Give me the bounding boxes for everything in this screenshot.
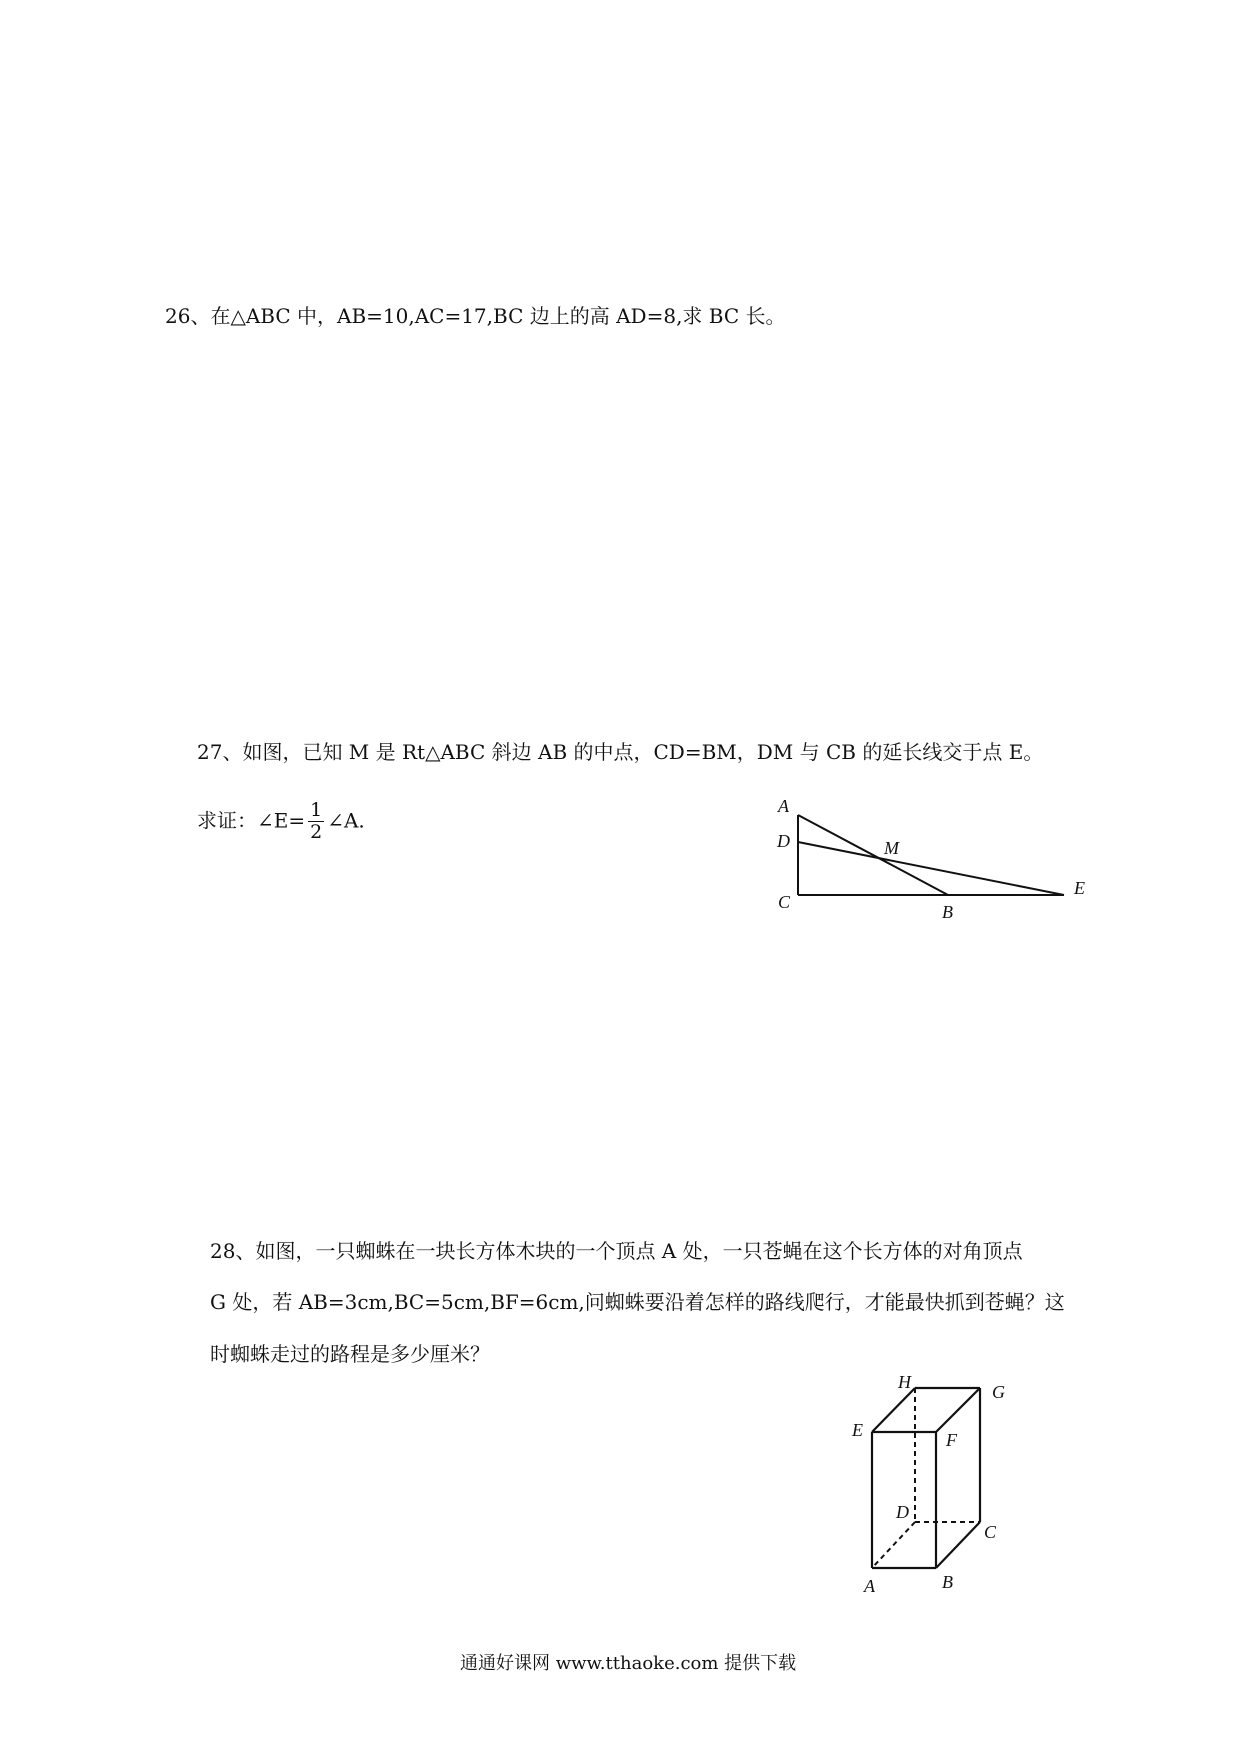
question-28-text-3: 时蜘蛛走过的路程是多少厘米？ — [210, 1342, 490, 1366]
fraction-denominator: 2 — [310, 820, 323, 843]
label-M: M — [884, 838, 899, 858]
label-G: G — [992, 1382, 1005, 1402]
prove-prefix: 求证：∠E= — [197, 808, 306, 833]
question-26: 26、在△ABC 中，AB=10,AC=17,BC 边上的高 AD=8,求 BC 长。 — [165, 304, 786, 328]
edge-CB — [936, 1522, 980, 1568]
question-27-text: 27、如图，已知 M 是 Rt△ABC 斜边 AB 的中点，CD=BM，DM 与 CB 的延长线交于点 E。 — [197, 740, 1044, 764]
fraction-numerator: 1 — [310, 799, 323, 821]
fraction-one-half — [308, 800, 324, 844]
segment-AB — [798, 815, 948, 895]
question-28-text-2: G 处，若 AB=3cm,BC=5cm,BF=6cm,问蜘蛛要沿着怎样的路线爬行，才能最快抓到苍蝇？这 — [210, 1290, 1065, 1314]
label-E: E — [1074, 878, 1085, 898]
label-A: A — [864, 1576, 875, 1596]
label-A: A — [778, 796, 789, 816]
label-C: C — [984, 1522, 997, 1542]
edge-EH — [872, 1388, 915, 1432]
q27-triangle-figure — [760, 790, 1100, 940]
prove-suffix: ∠A. — [327, 808, 365, 833]
edge-GF — [936, 1388, 980, 1432]
label-B: B — [942, 902, 953, 922]
question-27-prove — [197, 800, 365, 844]
label-E: E — [852, 1420, 863, 1440]
hidden-edge-DA — [872, 1522, 915, 1568]
question-28-text-1: 28、如图，一只蜘蛛在一块长方体木块的一个顶点 A 处，一只苍蝇在这个长方体的对角顶点 — [210, 1239, 1023, 1263]
label-B: B — [942, 1572, 953, 1592]
label-F: F — [946, 1430, 957, 1450]
label-H: H — [898, 1372, 911, 1392]
label-D: D — [896, 1502, 909, 1522]
label-D: D — [777, 831, 790, 851]
q28-cuboid-figure — [840, 1370, 1020, 1610]
label-C: C — [778, 892, 791, 912]
footer-source: 通通好课网 www.tthaoke.com 提供下载 — [460, 1653, 797, 1674]
